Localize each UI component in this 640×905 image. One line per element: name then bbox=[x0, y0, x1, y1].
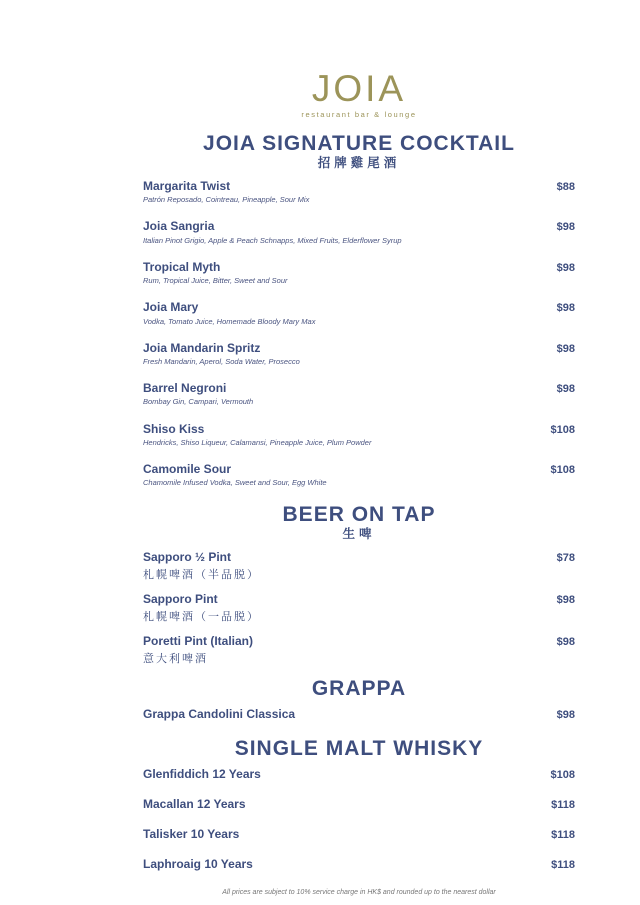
menu-item bbox=[143, 635, 575, 666]
item-description: Bombay Gin, Campari, Vermouth bbox=[143, 397, 254, 407]
menu-item-text bbox=[143, 423, 371, 447]
item-name: Talisker 10 Years bbox=[143, 827, 240, 842]
item-price: $98 bbox=[556, 342, 575, 355]
menu-item-text bbox=[143, 180, 309, 204]
item-description: Chamomile Infused Vodka, Sweet and Sour, Egg White bbox=[143, 478, 327, 488]
menu-section bbox=[143, 678, 575, 722]
item-name: Laphroaig 10 Years bbox=[143, 857, 253, 872]
section-items bbox=[143, 708, 575, 722]
menu-item bbox=[143, 220, 575, 244]
item-name: Grappa Candolini Classica bbox=[143, 706, 296, 721]
menu-item bbox=[143, 463, 575, 487]
item-name: Camomile Sour bbox=[143, 462, 232, 477]
item-price: $118 bbox=[551, 859, 575, 872]
section-subtitle-chinese: 生啤 bbox=[342, 526, 376, 541]
item-description: Hendricks, Shiso Liqueur, Calamansi, Pineapple Juice, Plum Powder bbox=[143, 437, 372, 447]
item-price: $98 bbox=[556, 636, 575, 649]
menu-item-text bbox=[143, 768, 261, 781]
menu-content-column bbox=[143, 0, 575, 896]
menu-item bbox=[143, 423, 575, 447]
menu-item bbox=[143, 593, 575, 624]
item-price: $98 bbox=[556, 708, 575, 721]
menu-item-text bbox=[143, 858, 253, 871]
item-name: Margarita Twist bbox=[143, 179, 231, 193]
menu-item bbox=[143, 261, 575, 285]
item-description: Italian Pinot Grigio, Apple & Peach Schnapps, Mixed Fruits, Elderflower Syrup bbox=[143, 235, 402, 245]
menu-item-text bbox=[143, 708, 295, 721]
item-price: $98 bbox=[556, 302, 575, 315]
item-name: Joia Sangria bbox=[143, 219, 215, 234]
item-chinese-name: 札幌啤酒（半品脱） bbox=[143, 568, 260, 581]
service-charge-note: All prices are subject to 10% service charge in HK$ and rounded up to the nearest dollar bbox=[222, 888, 496, 896]
item-price: $98 bbox=[556, 221, 575, 234]
item-price: $98 bbox=[556, 383, 575, 396]
logo-title: JOIA bbox=[311, 68, 407, 109]
item-name: Tropical Myth bbox=[143, 259, 221, 274]
menu-item bbox=[143, 301, 575, 325]
section-title: GRAPPA bbox=[311, 676, 407, 700]
section-items bbox=[143, 551, 575, 667]
menu-item-text bbox=[143, 463, 327, 487]
logo-tagline: restaurant bar & lounge bbox=[301, 110, 417, 119]
menu-item-text bbox=[143, 635, 253, 666]
item-price: $108 bbox=[550, 464, 575, 477]
restaurant-logo bbox=[143, 70, 575, 119]
menu-item-text bbox=[143, 828, 239, 841]
menu-item bbox=[143, 828, 575, 842]
menu-item-text bbox=[143, 382, 253, 406]
item-price: $118 bbox=[551, 799, 575, 811]
item-description: Fresh Mandarin, Aperol, Soda Water, Prosecco bbox=[143, 356, 300, 366]
menu-section bbox=[143, 133, 575, 488]
item-price: $118 bbox=[551, 829, 575, 842]
menu-item bbox=[143, 382, 575, 406]
item-price: $108 bbox=[550, 768, 575, 781]
menu-item bbox=[143, 180, 575, 204]
menu-section bbox=[143, 504, 575, 667]
item-description: Vodka, Tomato Juice, Homemade Bloody Mary Max bbox=[143, 316, 316, 326]
menu-item bbox=[143, 768, 575, 782]
menu-item bbox=[143, 708, 575, 722]
item-description: Patrón Reposado, Cointreau, Pineapple, Sour Mix bbox=[143, 195, 310, 205]
item-name: Sapporo Pint bbox=[143, 591, 218, 606]
menu-item bbox=[143, 798, 575, 812]
item-name: Joia Mary bbox=[143, 300, 199, 315]
item-name: Shiso Kiss bbox=[143, 421, 205, 436]
item-name: Glenfiddich 12 Years bbox=[143, 766, 261, 781]
section-items bbox=[143, 180, 575, 488]
menu-section bbox=[143, 738, 575, 873]
item-chinese-name: 意大利啤酒 bbox=[143, 653, 208, 666]
menu-item bbox=[143, 342, 575, 366]
section-subtitle-chinese: 招牌雞尾酒 bbox=[317, 156, 401, 170]
item-name: Poretti Pint (Italian) bbox=[143, 634, 254, 649]
section-title: JOIA SIGNATURE COCKTAIL bbox=[203, 132, 515, 155]
item-name: Barrel Negroni bbox=[143, 381, 227, 396]
item-price: $98 bbox=[556, 261, 575, 274]
section-title: SINGLE MALT WHISKY bbox=[234, 736, 484, 760]
menu-item-text bbox=[143, 551, 260, 582]
section-title: BEER ON TAP bbox=[282, 502, 436, 526]
menu-item-text bbox=[143, 798, 246, 811]
menu-item-text bbox=[143, 342, 300, 366]
item-price: $78 bbox=[556, 551, 575, 564]
item-price: $88 bbox=[556, 181, 575, 193]
item-chinese-name: 札幌啤酒（一品脱） bbox=[143, 611, 260, 624]
menu-item-text bbox=[143, 220, 402, 244]
item-price: $98 bbox=[556, 593, 575, 606]
menu-item bbox=[143, 858, 575, 872]
item-name: Macallan 12 Years bbox=[143, 797, 246, 811]
section-items bbox=[143, 768, 575, 873]
menu-item-text bbox=[143, 261, 288, 285]
menu-sections bbox=[143, 133, 575, 873]
item-name: Sapporo ½ Pint bbox=[143, 549, 232, 564]
menu-item-text bbox=[143, 301, 315, 325]
item-description: Rum, Tropical Juice, Bitter, Sweet and Sour bbox=[143, 276, 288, 286]
menu-item-text bbox=[143, 593, 260, 624]
item-name: Joia Mandarin Spritz bbox=[143, 340, 261, 355]
menu-item bbox=[143, 551, 575, 582]
item-price: $108 bbox=[550, 423, 575, 436]
